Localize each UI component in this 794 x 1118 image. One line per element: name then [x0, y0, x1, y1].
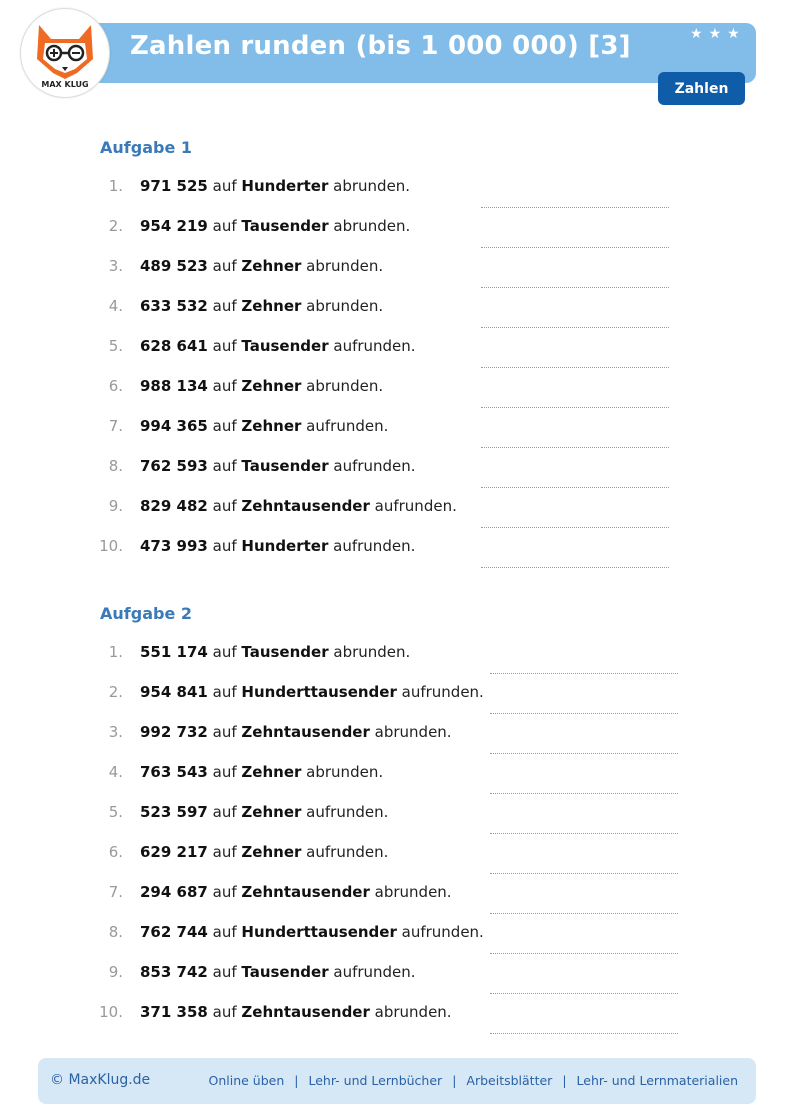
task-action: aufrunden.	[374, 497, 457, 515]
task-item	[96, 376, 383, 396]
footer-separator: |	[562, 1073, 567, 1088]
task-number: 2.	[108, 217, 123, 235]
task-place: Zehner	[241, 843, 302, 861]
task-number: 4.	[108, 297, 123, 315]
task-auf: auf	[212, 683, 237, 701]
footer-link-arbeitsblaetter[interactable]: Arbeitsblätter	[466, 1073, 553, 1088]
answer-line[interactable]	[481, 567, 669, 568]
task-action: abrunden.	[306, 297, 384, 315]
star-icon: ★	[708, 26, 722, 42]
task-item	[96, 762, 383, 782]
answer-line[interactable]	[490, 953, 678, 954]
footer-link-lehr-lernbuecher[interactable]: Lehr- und Lernbücher	[308, 1073, 443, 1088]
task-auf: auf	[212, 803, 237, 821]
task-item	[96, 496, 457, 516]
task-action: abrunden.	[333, 217, 411, 235]
answer-line[interactable]	[490, 833, 678, 834]
task-value: 629 217	[140, 843, 208, 861]
footer-link-lehr-lernmaterialien[interactable]: Lehr- und Lernmaterialien	[576, 1073, 738, 1088]
answer-line[interactable]	[481, 327, 669, 328]
task-action: aufrunden.	[333, 337, 416, 355]
footer-link-online-ueben[interactable]: Online üben	[208, 1073, 285, 1088]
task-item	[96, 336, 416, 356]
answer-line[interactable]	[490, 913, 678, 914]
task-place: Zehner	[241, 417, 302, 435]
maxklug-logo[interactable]	[20, 8, 110, 98]
task-action: abrunden.	[306, 763, 384, 781]
task-place: Zehner	[241, 297, 302, 315]
task-item	[96, 456, 416, 476]
task-number: 3.	[108, 723, 123, 741]
task-value: 988 134	[140, 377, 208, 395]
task-number: 7.	[108, 417, 123, 435]
task-number: 5.	[108, 337, 123, 355]
task-value: 489 523	[140, 257, 208, 275]
task-place: Hunderttausender	[241, 923, 397, 941]
task-number: 2.	[108, 683, 123, 701]
task-number: 10.	[99, 1003, 123, 1021]
task-value: 633 532	[140, 297, 208, 315]
task-action: aufrunden.	[306, 417, 389, 435]
category-button[interactable]: Zahlen	[658, 72, 745, 105]
task-item	[96, 216, 410, 236]
answer-line[interactable]	[490, 673, 678, 674]
task-action: abrunden.	[306, 377, 384, 395]
difficulty-stars	[690, 26, 740, 42]
footer	[38, 1058, 756, 1104]
task-number: 10.	[99, 537, 123, 555]
task-number: 8.	[108, 457, 123, 475]
task-place: Tausender	[241, 643, 329, 661]
task-item	[96, 722, 452, 742]
footer-separator: |	[294, 1073, 299, 1088]
answer-line[interactable]	[481, 447, 669, 448]
task-item	[96, 682, 484, 702]
task-auf: auf	[212, 497, 237, 515]
star-icon: ★	[690, 26, 703, 42]
task-auf: auf	[212, 723, 237, 741]
task-auf: auf	[212, 177, 237, 195]
section-title: Aufgabe 2	[100, 604, 192, 623]
task-item	[96, 642, 410, 662]
task-auf: auf	[212, 377, 237, 395]
task-number: 1.	[108, 643, 123, 661]
task-place: Zehntausender	[241, 497, 370, 515]
task-action: abrunden.	[306, 257, 384, 275]
footer-separator: |	[452, 1073, 457, 1088]
task-action: abrunden.	[374, 1003, 452, 1021]
task-value: 551 174	[140, 643, 208, 661]
task-value: 628 641	[140, 337, 208, 355]
task-auf: auf	[212, 257, 237, 275]
task-auf: auf	[212, 923, 237, 941]
task-item	[96, 176, 410, 196]
task-place: Hunderter	[241, 537, 329, 555]
task-number: 9.	[108, 497, 123, 515]
task-auf: auf	[212, 537, 237, 555]
answer-line[interactable]	[481, 487, 669, 488]
task-number: 6.	[108, 843, 123, 861]
section-title: Aufgabe 1	[100, 138, 192, 157]
task-number: 9.	[108, 963, 123, 981]
task-action: aufrunden.	[333, 963, 416, 981]
task-number: 3.	[108, 257, 123, 275]
task-value: 473 993	[140, 537, 208, 555]
task-item	[96, 842, 388, 862]
task-auf: auf	[212, 963, 237, 981]
task-auf: auf	[212, 217, 237, 235]
task-auf: auf	[212, 297, 237, 315]
task-place: Tausender	[241, 457, 329, 475]
task-number: 8.	[108, 923, 123, 941]
answer-line[interactable]	[481, 367, 669, 368]
task-item	[96, 416, 388, 436]
task-number: 1.	[108, 177, 123, 195]
task-auf: auf	[212, 883, 237, 901]
task-auf: auf	[212, 337, 237, 355]
answer-line[interactable]	[481, 287, 669, 288]
task-item	[96, 882, 452, 902]
task-place: Tausender	[241, 217, 329, 235]
task-number: 5.	[108, 803, 123, 821]
task-number: 7.	[108, 883, 123, 901]
task-value: 294 687	[140, 883, 208, 901]
page-title: Zahlen runden (bis 1 000 000) [3]	[130, 31, 631, 61]
task-item	[96, 802, 388, 822]
task-action: aufrunden.	[306, 803, 389, 821]
task-action: aufrunden.	[306, 843, 389, 861]
copyright[interactable]: © MaxKlug.de	[50, 1072, 151, 1088]
task-auf: auf	[212, 417, 237, 435]
task-place: Hunderter	[241, 177, 329, 195]
task-value: 853 742	[140, 963, 208, 981]
task-place: Zehntausender	[241, 883, 370, 901]
task-place: Zehner	[241, 803, 302, 821]
task-item	[96, 536, 415, 556]
footer-links	[209, 1073, 739, 1088]
task-item	[96, 256, 383, 276]
task-value: 954 841	[140, 683, 208, 701]
task-value: 523 597	[140, 803, 208, 821]
task-value: 954 219	[140, 217, 208, 235]
answer-line[interactable]	[490, 873, 678, 874]
answer-line[interactable]	[490, 1033, 678, 1034]
task-auf: auf	[212, 1003, 237, 1021]
task-place: Tausender	[241, 337, 329, 355]
answer-line[interactable]	[481, 207, 669, 208]
answer-line[interactable]	[481, 407, 669, 408]
task-action: abrunden.	[374, 883, 452, 901]
task-auf: auf	[212, 763, 237, 781]
task-place: Zehner	[241, 763, 302, 781]
task-auf: auf	[212, 457, 237, 475]
task-value: 994 365	[140, 417, 208, 435]
task-place: Hunderttausender	[241, 683, 397, 701]
task-value: 971 525	[140, 177, 208, 195]
task-value: 762 744	[140, 923, 208, 941]
star-icon: ★	[727, 26, 740, 42]
answer-line[interactable]	[490, 753, 678, 754]
fox-logo-icon	[21, 9, 109, 97]
task-auf: auf	[212, 843, 237, 861]
answer-line[interactable]	[481, 247, 669, 248]
task-action: abrunden.	[333, 177, 411, 195]
task-action: aufrunden.	[333, 537, 416, 555]
task-action: aufrunden.	[401, 683, 484, 701]
answer-line[interactable]	[490, 793, 678, 794]
task-item	[96, 1002, 452, 1022]
task-item	[96, 922, 484, 942]
task-item	[96, 296, 383, 316]
task-number: 6.	[108, 377, 123, 395]
task-place: Zehner	[241, 257, 302, 275]
logo-text: MAX KLUG	[41, 80, 89, 89]
task-value: 763 543	[140, 763, 208, 781]
task-value: 992 732	[140, 723, 208, 741]
task-value: 762 593	[140, 457, 208, 475]
task-item	[96, 962, 416, 982]
task-place: Zehntausender	[241, 723, 370, 741]
task-place: Zehntausender	[241, 1003, 370, 1021]
answer-line[interactable]	[490, 713, 678, 714]
task-value: 371 358	[140, 1003, 208, 1021]
task-number: 4.	[108, 763, 123, 781]
task-place: Zehner	[241, 377, 302, 395]
task-action: abrunden.	[333, 643, 411, 661]
task-auf: auf	[212, 643, 237, 661]
task-action: aufrunden.	[333, 457, 416, 475]
task-place: Tausender	[241, 963, 329, 981]
task-action: abrunden.	[374, 723, 452, 741]
task-value: 829 482	[140, 497, 208, 515]
answer-line[interactable]	[481, 527, 669, 528]
answer-line[interactable]	[490, 993, 678, 994]
task-action: aufrunden.	[401, 923, 484, 941]
